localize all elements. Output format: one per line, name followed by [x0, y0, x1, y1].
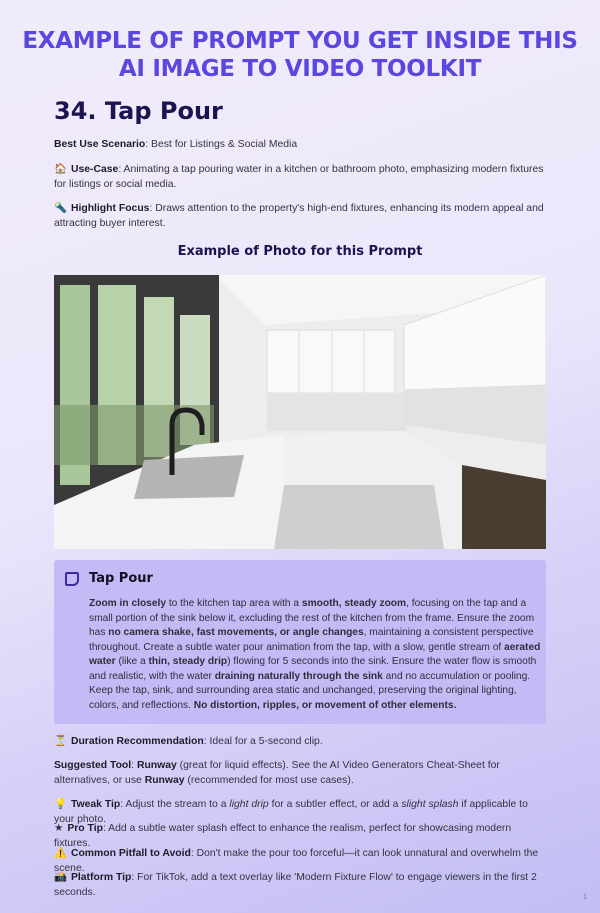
- prompt-box: [54, 560, 546, 724]
- prompt-title: Tap Pour: [89, 571, 153, 586]
- best-use-scenario: [54, 138, 546, 153]
- text: to the kitchen tap area with a: [166, 598, 302, 609]
- bold-text: Suggested Tool: [54, 760, 132, 771]
- bold-text: aerated water: [89, 641, 541, 667]
- bold-text: no camera shake, fast movements, or angle changes: [108, 627, 364, 638]
- bold-text: Runway: [136, 760, 177, 771]
- text: , focusing on the tap and a small portion of the sink below it, excluding the rest of the kitchen from the frame. Ensure the zoom has: [89, 598, 535, 638]
- section-heading: 34. Tap Pour: [54, 97, 223, 125]
- text: : Add a subtle water splash effect to enhance the realism, perfect for showcasing modern fixtures.: [54, 823, 512, 849]
- page-number: 1: [583, 894, 587, 901]
- text: if applicable to your photo.: [54, 799, 528, 825]
- suggested-tool: [54, 759, 546, 788]
- highlight-focus: [54, 202, 546, 231]
- bold-text: Best Use Scenario: [54, 139, 146, 150]
- bold-text: smooth, steady zoom: [301, 598, 407, 609]
- text: : Draws attention to the property's high-end fixtures, enhancing its modern appeal and attracting buyer interest.: [54, 203, 544, 229]
- flashlight-icon: 🔦: [54, 203, 67, 214]
- house-icon: 🏠: [54, 164, 67, 175]
- bold-text: Zoom in closely: [89, 598, 166, 609]
- text: and no accumulation or pooling. Keep the tap, sink, and surrounding area static and unchanged, preserving the original lighting, colors, and reflections.: [89, 670, 531, 711]
- bold-text: Common Pitfall to Avoid: [70, 848, 191, 859]
- warning-icon: ⚠️: [54, 848, 67, 859]
- text: (great for liquid effects). See the AI Video Generators Cheat-Sheet for alternatives, or use: [54, 760, 500, 786]
- text: : Don't make the pour too forceful—it can look unnatural and overwhelm the scene.: [54, 848, 539, 874]
- duration-recommendation: [54, 735, 546, 750]
- text: :: [131, 760, 137, 771]
- kitchen-photo: [54, 275, 546, 549]
- star-icon: ★: [54, 823, 64, 834]
- bold-text: draining naturally through the sink: [214, 670, 383, 682]
- photo-heading: Example of Photo for this Prompt: [177, 244, 423, 259]
- bold-text: Use-Case: [70, 164, 119, 175]
- bold-text: Duration Recommendation: [70, 736, 204, 747]
- text: : Best for Listings & Social Media: [145, 139, 298, 150]
- bold-text: Highlight Focus: [70, 203, 150, 214]
- text: : Animating a tap pouring water in a kitchen or bathroom photo, emphasizing modern fixtures for listings or social media.: [54, 164, 544, 190]
- text: : Adjust the stream to a: [120, 799, 230, 810]
- hourglass-icon: ⏳: [54, 736, 67, 747]
- prompt-text[interactable]: [89, 597, 541, 713]
- camera-icon: 📸: [54, 872, 67, 883]
- text: (like a: [115, 656, 149, 667]
- bold-text: No distortion, ripples, or movement of other elements.: [193, 699, 457, 711]
- use-case: [54, 163, 546, 192]
- text: (recommended for most use cases).: [184, 774, 354, 786]
- text: : For TikTok, add a text overlay like 'Modern Fixture Flow' to engage viewers in the first 2 seconds.: [54, 872, 537, 898]
- text: for a subtler effect, or add a: [268, 799, 402, 810]
- bold-text: Tweak Tip: [70, 799, 121, 810]
- platform-tip: [54, 871, 546, 900]
- italic-text: light drip: [229, 799, 269, 810]
- text: : Ideal for a 5-second clip.: [203, 736, 323, 747]
- text: ) flowing for 5 seconds into the sink. Ensure the water flow is smooth and realistic, with the water: [89, 656, 537, 682]
- italic-text: slight splash: [401, 799, 459, 810]
- page-title: [0, 27, 600, 83]
- note-icon: [65, 572, 79, 586]
- bold-text: thin, steady drip: [148, 656, 228, 667]
- text: , maintaining a consistent perspective throughout. Create a subtle water pour animation from the tap, with a slow, gentle stream of: [89, 627, 534, 653]
- lightbulb-icon: 💡: [54, 799, 67, 810]
- bold-text: Pro Tip: [67, 823, 103, 834]
- title-line-2: AI IMAGE TO VIDEO TOOLKIT: [118, 56, 482, 82]
- bold-text: Platform Tip: [70, 872, 132, 883]
- bold-text: Runway: [144, 774, 185, 786]
- title-line-1: EXAMPLE OF PROMPT YOU GET INSIDE THIS: [22, 28, 578, 54]
